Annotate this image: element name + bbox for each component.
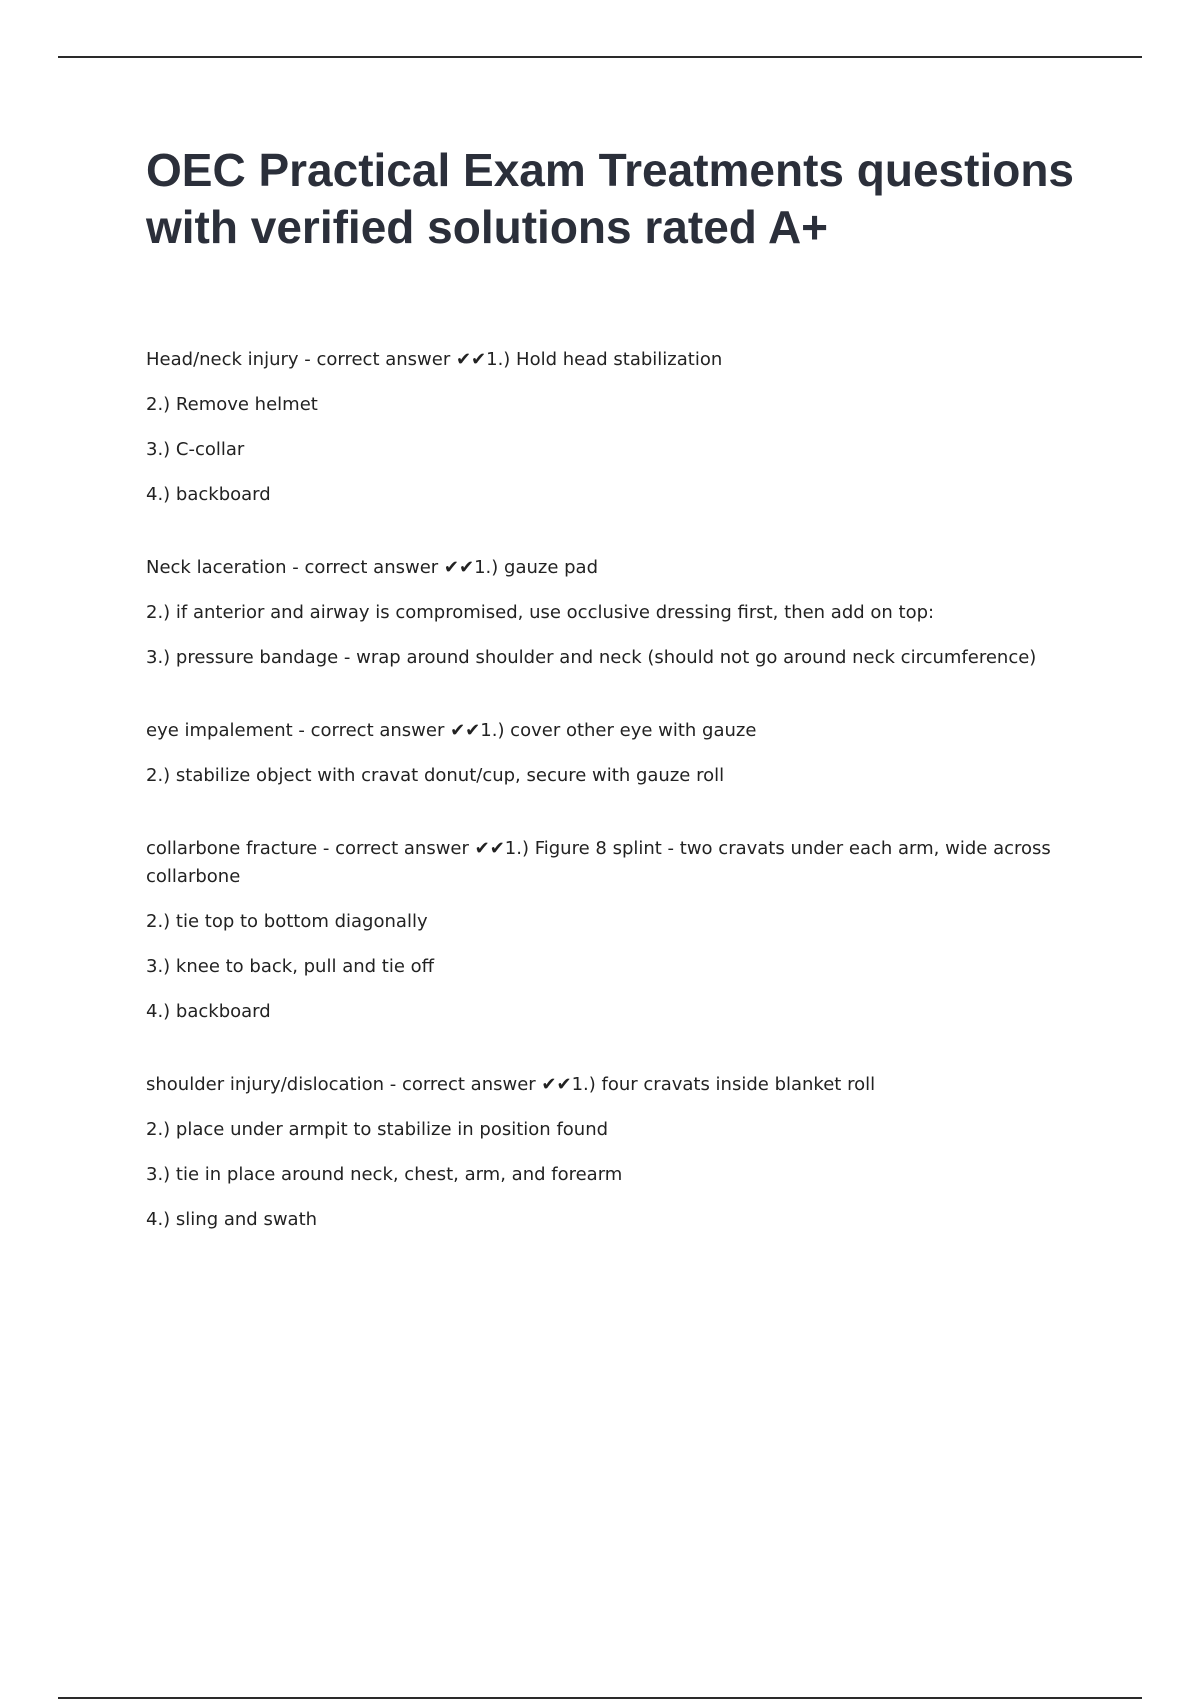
document-body (146, 142, 1076, 1279)
answer-step: 2.) place under armpit to stabilize in position found (146, 1119, 609, 1140)
qa-question-line (146, 717, 1076, 745)
answer-step: 3.) tie in place around neck, chest, arm, and forearm (146, 1164, 623, 1185)
answer-first-step: 1.) cover other eye with gauze (480, 720, 757, 741)
answer-step: 2.) if anterior and airway is compromised, use occlusive dressing first, then add on top: (146, 602, 935, 623)
answer-step: 2.) stabilize object with cravat donut/cup, secure with gauze roll (146, 765, 725, 786)
check-mark-icon: ✔✔ (474, 838, 505, 859)
answer-step: 4.) backboard (146, 1001, 271, 1022)
question-text: collarbone fracture (146, 838, 318, 859)
qa-list (146, 346, 1076, 1234)
question-text: Neck laceration (146, 557, 287, 578)
answer-separator: - correct answer (317, 838, 475, 859)
answer-step: 4.) backboard (146, 484, 271, 505)
answer-step: 3.) pressure bandage - wrap around shoulder and neck (should not go around neck circumference) (146, 647, 1037, 668)
answer-step: 4.) sling and swath (146, 1209, 318, 1230)
question-text: shoulder injury/dislocation (146, 1074, 384, 1095)
answer-separator: - correct answer (292, 720, 451, 741)
qa-item (146, 1071, 1076, 1234)
qa-item (146, 835, 1076, 1026)
answer-first-step: 1.) Figure 8 splint - two cravats under each arm, wide across collarbone (146, 838, 1051, 887)
answer-separator: - correct answer (384, 1074, 542, 1095)
answer-step: 2.) tie top to bottom diagonally (146, 911, 428, 932)
answer-first-step: 1.) four cravats inside blanket roll (571, 1074, 876, 1095)
answer-first-step: 1.) Hold head stabilization (486, 349, 723, 370)
check-mark-icon: ✔✔ (455, 349, 487, 370)
bottom-rule (58, 1697, 1142, 1699)
question-text: Head/neck injury (146, 349, 299, 370)
qa-item (146, 554, 1076, 672)
document-title: OEC Practical Exam Treatments questions with verified solutions rated A+ (146, 144, 1075, 253)
answer-step: 3.) knee to back, pull and tie off (146, 956, 435, 977)
top-rule (58, 56, 1142, 58)
answer-first-step: 1.) gauze pad (474, 557, 599, 578)
qa-item (146, 717, 1076, 790)
qa-question-line (146, 346, 1076, 374)
check-mark-icon: ✔✔ (541, 1074, 572, 1095)
answer-separator: - correct answer (286, 557, 444, 578)
check-mark-icon: ✔✔ (443, 557, 475, 578)
answer-separator: - correct answer (298, 349, 456, 370)
qa-question-line (146, 1071, 1076, 1099)
answer-step: 2.) Remove helmet (146, 394, 318, 415)
answer-step: 3.) C-collar (146, 439, 245, 460)
qa-question-line (146, 835, 1076, 891)
qa-item (146, 346, 1076, 509)
check-mark-icon: ✔✔ (450, 720, 481, 741)
qa-question-line (146, 554, 1076, 582)
question-text: eye impalement (146, 720, 293, 741)
